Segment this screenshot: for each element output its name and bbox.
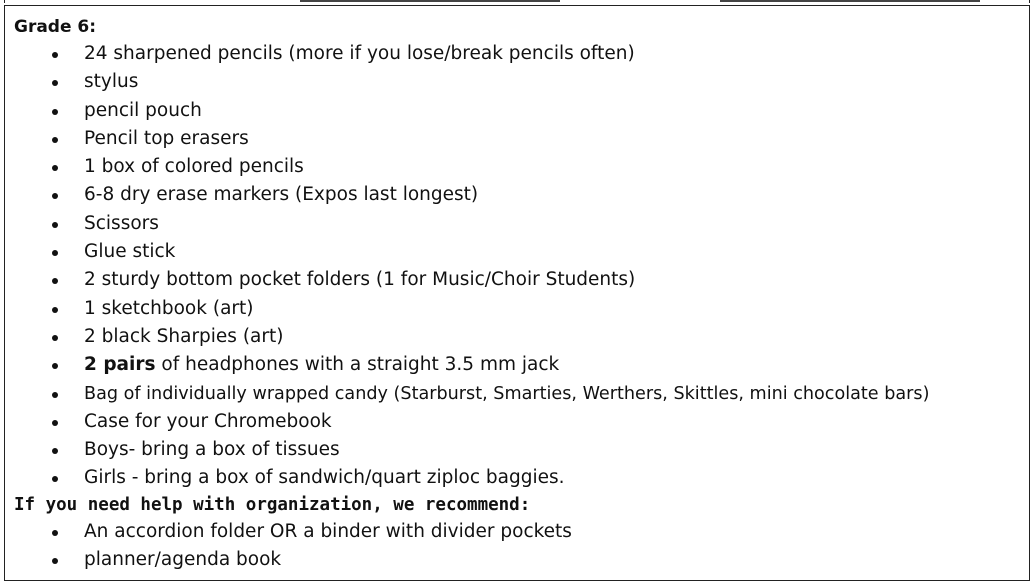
list-item: An accordion folder OR a binder with divider pockets xyxy=(14,518,1029,546)
list-item: planner/agenda book xyxy=(14,546,1029,574)
list-item: Scissors xyxy=(14,210,1029,238)
list-item: Boys- bring a box of tissues xyxy=(14,436,1029,464)
list-item: Girls - bring a box of sandwich/quart ziploc baggies. xyxy=(14,464,1029,492)
emphasis-text: 2 pairs xyxy=(84,354,156,376)
list-item: pencil pouch xyxy=(14,97,1029,125)
supply-list-content xyxy=(14,15,1029,574)
bullet-icon xyxy=(52,193,58,199)
bullet-icon xyxy=(52,530,58,536)
bullet-icon xyxy=(52,137,58,143)
bullet-icon xyxy=(52,109,58,115)
bullet-icon xyxy=(52,278,58,284)
organization-list xyxy=(14,518,1029,575)
list-item: 2 pairs of headphones with a straight 3.5 mm jack xyxy=(14,351,1029,379)
cropped-line-fragment xyxy=(300,0,560,2)
supply-list-box xyxy=(4,5,1030,581)
list-item: 1 sketchbook (art) xyxy=(14,295,1029,323)
bullet-icon xyxy=(52,222,58,228)
bullet-icon xyxy=(52,392,58,398)
bullet-icon xyxy=(52,420,58,426)
list-item: 2 sturdy bottom pocket folders (1 for Music/Choir Students) xyxy=(14,266,1029,294)
bullet-icon xyxy=(52,335,58,341)
organization-heading: If you need help with organization, we recommend: xyxy=(14,494,531,515)
bullet-icon xyxy=(52,476,58,482)
grade-heading: Grade 6: xyxy=(14,17,97,37)
cropped-line-fragment xyxy=(720,0,980,2)
bullet-icon xyxy=(52,52,58,58)
bullet-icon xyxy=(52,558,58,564)
list-item: Bag of individually wrapped candy (Starburst, Smarties, Werthers, Skittles, mini chocolate bars) xyxy=(14,380,1029,408)
grade-6-supply-list xyxy=(14,40,1029,493)
list-item: 24 sharpened pencils (more if you lose/break pencils often) xyxy=(14,40,1029,68)
bullet-icon xyxy=(52,448,58,454)
list-item: 1 box of colored pencils xyxy=(14,153,1029,181)
list-item: Case for your Chromebook xyxy=(14,408,1029,436)
bullet-icon xyxy=(52,363,58,369)
list-item: 6-8 dry erase markers (Expos last longest) xyxy=(14,181,1029,209)
bullet-icon xyxy=(52,307,58,313)
list-item: Pencil top erasers xyxy=(14,125,1029,153)
list-item: 2 black Sharpies (art) xyxy=(14,323,1029,351)
list-item: stylus xyxy=(14,68,1029,96)
bullet-icon xyxy=(52,250,58,256)
bullet-icon xyxy=(52,165,58,171)
list-item: Glue stick xyxy=(14,238,1029,266)
bullet-icon xyxy=(52,80,58,86)
